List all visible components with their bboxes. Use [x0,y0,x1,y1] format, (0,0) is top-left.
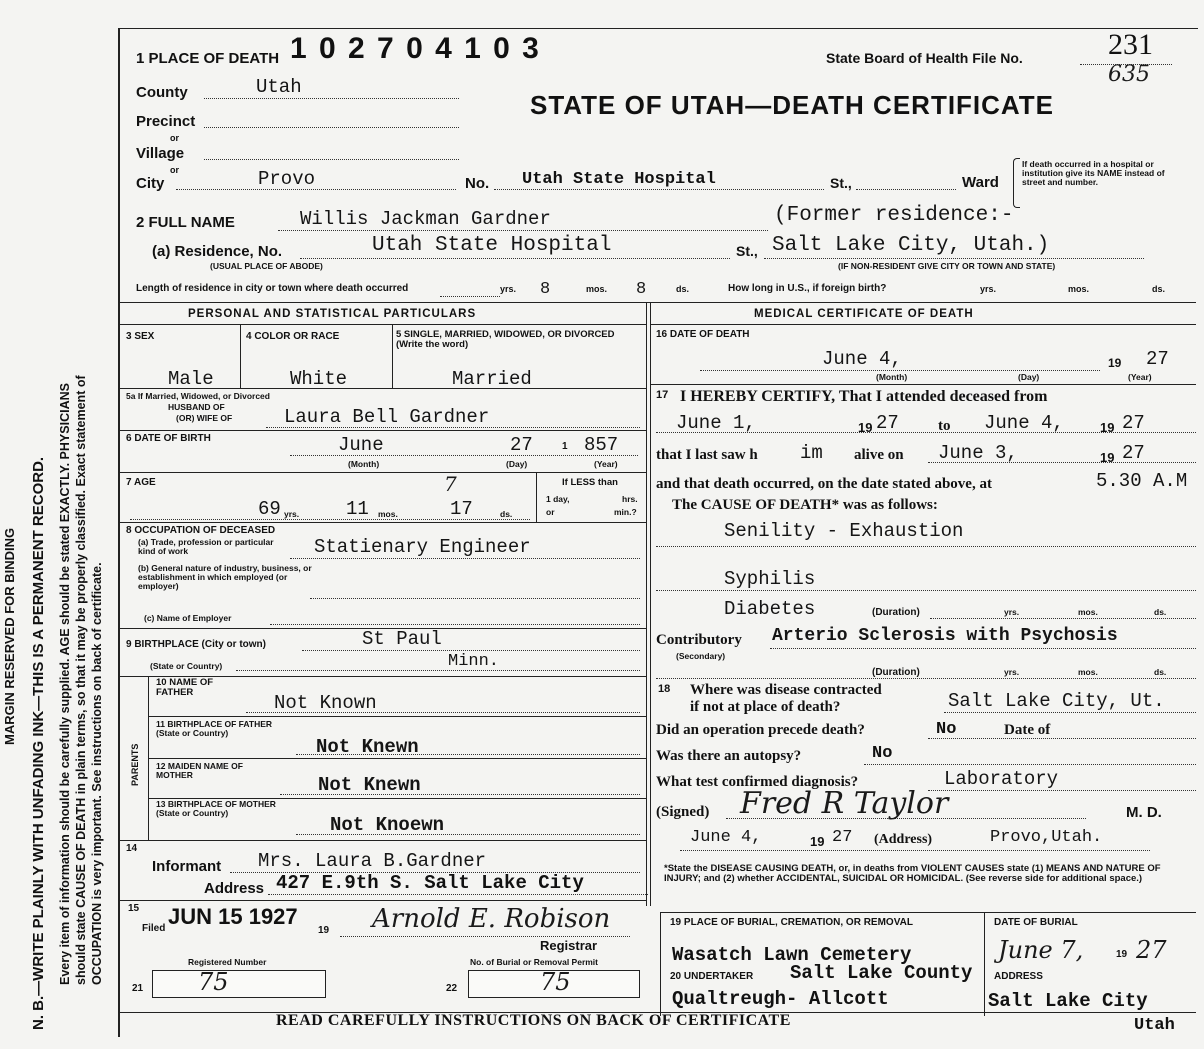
cause-yrs-label: yrs. [1004,607,1020,617]
file-no: 231 [1108,28,1153,61]
cause-3: Diabetes [724,598,816,620]
former-residence: (Former residence:- [774,204,1014,227]
personal-header: PERSONAL AND STATISTICAL PARTICULARS [188,308,477,320]
informant-value: Mrs. Laura B.Gardner [258,850,487,872]
father-label: 10 NAME OF FATHER [156,677,214,698]
last-saw-text: that I last saw h [656,447,758,463]
color-label: 4 COLOR OR RACE [246,331,340,342]
attended-to-19: 19 [1100,420,1115,435]
sign-address-label: (Address) [874,832,933,847]
test-value: Laboratory [944,768,1059,790]
marital-label: 5 SINGLE, MARRIED, WIDOWED, OR DIVORCED (Write the word) [396,329,615,350]
st-label: St., [830,175,852,191]
secondary-label: (Secondary) [676,651,726,661]
employer-label: (c) Name of Employer [144,613,232,623]
contributory-value: Arterio Sclerosis with Psychosis [772,626,1118,646]
margin-instructions-2: should state CAUSE OF DEATH in plain terms, so that it may be properly classified. Exact statement of [74,375,88,985]
md-label: M. D. [1126,804,1162,821]
cause-1: Senility - Exhaustion [724,520,964,542]
last-saw-date: June 3, [938,442,1018,464]
spouse-label-1: 5a If Married, Widowed, or Divorced [126,391,270,401]
certificate-title: STATE OF UTAH—DEATH CERTIFICATE [530,90,1054,120]
dob-year: 857 [584,434,619,456]
occurred-text: and that death occurred, on the date stated above, at [656,476,992,492]
length-ds-label: ds. [676,284,690,294]
residence-city: Salt Lake City, Utah.) [772,234,1050,257]
less-min-label: min.? [614,507,637,517]
county-value: Utah [256,76,302,98]
informant-label: Informant [152,858,222,875]
burial-permit-label: No. of Burial or Removal Permit [470,957,598,967]
full-name-value: Willis Jackman Gardner [300,208,551,230]
death-day-sub: (Day) [1018,372,1040,382]
margin-instructions-3: OCCUPATION is very important. See instructions on back of certificate. [90,562,104,985]
undertaker-address-label: ADDRESS [994,971,1043,982]
dob-day-sub: (Day) [506,459,528,469]
last-saw-alive-text: alive on [854,447,904,463]
city-label: City [136,175,165,192]
attended-from-year: 27 [876,412,899,434]
certify-no: 17 [656,389,669,401]
burial-date-label: DATE OF BURIAL [994,917,1078,928]
dob-label: 6 DATE OF BIRTH [126,433,211,444]
occupation-value: Statienary Engineer [314,536,531,558]
burial-place-county: Salt Lake County [790,962,973,984]
sign-date: June 4, [690,828,762,847]
contributory-yrs-label: yrs. [1004,667,1020,677]
occupation-b-label: (b) General nature of industry, business, or establishment in which employed (or employer) [138,563,312,591]
age-months: 11 [346,498,369,520]
undertaker-address: Salt Lake City [988,990,1148,1012]
father-birthplace-label: 11 BIRTHPLACE OF FATHER (State or Country) [156,719,273,738]
filed-19: 19 [318,925,330,936]
undertaker-value: Qualtreugh- Allcott [672,988,889,1010]
operation-value: No [936,720,957,739]
margin-binding: MARGIN RESERVED FOR BINDING [2,527,17,745]
last-saw-year: 27 [1122,442,1145,464]
last-saw-19: 19 [1100,450,1115,465]
filed-stamp: JUN 15 1927 [168,904,298,929]
registrar-label: Registrar [540,938,598,953]
length-yrs-label: yrs. [500,284,517,294]
sign-19: 19 [810,834,825,849]
residence-value: Utah State Hospital [372,234,612,257]
autopsy-value: No [872,744,893,763]
hospital-value: Utah State Hospital [522,170,716,189]
burial-19: 19 [1116,949,1128,960]
or-label-1: or [170,133,179,143]
signed-label: (Signed) [656,804,710,820]
box21-value: 75 [198,968,229,996]
filed-no: 15 [128,903,140,914]
attended-from-19: 19 [858,420,873,435]
hospital-note-brace [1013,158,1020,208]
county-label: County [136,84,188,101]
cause-text: The CAUSE OF DEATH* was as follows: [672,497,938,513]
informant-no: 14 [126,843,138,854]
box21-no: 21 [132,983,144,994]
date-of-death-year: 27 [1146,348,1169,370]
q18-text: Where was disease contracted [690,682,882,698]
attended-to-year: 27 [1122,412,1145,434]
date-of-death-label: 16 DATE OF DEATH [656,329,750,340]
registered-number-label: Registered Number [188,957,267,967]
color-value: White [290,368,348,390]
city-value: Provo [258,168,316,190]
dob-month: June [338,434,384,456]
father-birthplace-value: Not Knewn [316,736,419,758]
us-yrs-label: yrs. [980,284,997,294]
length-mos-value: 8 [636,280,647,299]
less-day-label: 1 day, [546,494,570,504]
contributory-duration-label: (Duration) [872,667,920,678]
residence-label: (a) Residence, No. [152,243,283,260]
file-no-handwritten: 635 [1108,62,1150,87]
residence-st-label: St., [736,243,758,259]
box21 [152,970,326,998]
less-or-label: or [546,507,555,517]
village-label: Village [136,145,185,162]
death-month-sub: (Month) [876,372,908,382]
registrar-signature: Arnold E. Robison [372,904,611,934]
undertaker-state: Utah [1134,1016,1175,1035]
date-of-death-month: June 4, [822,348,902,370]
age-ds-label: ds. [500,509,513,519]
sex-label: 3 SEX [126,331,155,342]
contributory-ds-label: ds. [1154,667,1167,677]
sex-value: Male [168,368,214,390]
box22-value: 75 [540,968,571,996]
us-mos-label: mos. [1068,284,1090,294]
medical-header: MEDICAL CERTIFICATE OF DEATH [754,308,974,320]
cause-duration-label: (Duration) [872,607,920,618]
birthplace-label: 9 BIRTHPLACE (City or town) [126,639,266,650]
attended-to-date: June 4, [984,412,1064,434]
burial-year: 27 [1136,936,1167,964]
age-label: 7 AGE [126,477,156,488]
spouse-label-3: (OR) WIFE OF [176,413,233,423]
q18-text-2: if not at place of death? [690,699,841,715]
file-no-label: State Board of Health File No. [826,50,1023,66]
footnote: *State the DISEASE CAUSING DEATH, or, in deaths from VIOLENT CAUSES state (1) MEANS AND NATURE OF INJURY; and (2) whether ACCIDENTAL, SUICIDAL OR HOMICIDAL. (See reverse side for additional space.) [664,863,1161,884]
footer-instructions: READ CAREFULLY INSTRUCTIONS ON BACK OF CERTIFICATE [276,1012,791,1029]
length-mos-label: mos. [586,284,608,294]
undertaker-label: 20 UNDERTAKER [670,971,754,982]
burial-place-label: 19 PLACE OF BURIAL, CREMATION, OR REMOVAL [670,917,913,928]
age-handwritten: 7 [444,472,457,496]
parents-label: PARENTS [130,743,140,786]
precinct-label: Precinct [136,113,196,130]
no-label: No. [465,175,490,192]
age-days: 17 [450,498,473,520]
test-label: What test confirmed diagnosis? [656,774,859,790]
margin-instructions-1: Every item of information should be carefully supplied. AGE should be stated EXACTLY. PHYSICIANS [58,383,72,985]
birthplace-state: Minn. [448,652,500,671]
contributory-label: Contributory [656,632,742,648]
length-yrs-value: 8 [540,280,551,299]
certify-text: I HEREBY CERTIFY, That I attended deceased from [680,388,1048,405]
dob-year-prefix: 1 [562,441,568,452]
length-residence-label: Length of residence in city or town where death occurred [136,283,409,294]
cause-mos-label: mos. [1078,607,1098,617]
us-length-label: How long in U.S., if foreign birth? [728,283,887,294]
nonresident-note: (IF NON-RESIDENT GIVE CITY OR TOWN AND STATE) [838,261,1056,271]
date-of-label: Date of [1004,722,1051,738]
attended-to-label: to [938,418,951,434]
date-of-death-19: 19 [1108,356,1122,370]
age-yrs-label: yrs. [284,509,300,519]
or-label-2: or [170,165,179,175]
attended-from-date: June 1, [676,412,756,434]
autopsy-label: Was there an autopsy? [656,748,802,764]
box22-no: 22 [446,983,458,994]
sign-year: 27 [832,828,853,847]
margin-notice: N. B.—WRITE PLAINLY WITH UNFADING INK—THIS IS A PERMANENT RECORD. [30,456,47,1030]
dob-day: 27 [510,434,533,456]
place-of-death-label: 1 PLACE OF DEATH [136,50,280,67]
dob-year-sub: (Year) [594,459,618,469]
full-name-label: 2 FULL NAME [136,214,235,231]
informant-address: 427 E.9th S. Salt Lake City [276,872,584,894]
q18-no: 18 [658,683,671,695]
last-saw-him: im [800,442,823,464]
informant-address-label: Address [204,880,265,897]
dob-month-sub: (Month) [348,459,380,469]
father-value: Not Known [274,692,377,714]
burial-date: June 7, [998,936,1084,964]
less-than-label: If LESS than [562,477,618,488]
ward-label: Ward [962,174,999,191]
death-time: 5.30 A.M [1096,470,1188,492]
hospital-note: If death occurred in a hospital or institution give its NAME instead of street and number. [1022,159,1165,187]
mother-birthplace-value: Not Knoewn [330,814,445,836]
q18-value: Salt Lake City, Ut. [948,690,1165,712]
cause-2: Syphilis [724,568,816,590]
age-years: 69 [258,498,281,520]
burial-place-value: Wasatch Lawn Cemetery [672,944,912,966]
occupation-label: 8 OCCUPATION OF DECEASED [126,525,276,536]
age-mos-label: mos. [378,509,398,519]
birthplace-state-label: (State or Country) [150,661,223,671]
contributory-mos-label: mos. [1078,667,1098,677]
less-hrs-label: hrs. [622,494,638,504]
us-ds-label: ds. [1152,284,1166,294]
birthplace-city: St Paul [362,628,442,650]
mother-birthplace-label: 13 BIRTHPLACE OF MOTHER (State or Country) [156,799,276,818]
death-year-sub: (Year) [1128,372,1152,382]
spouse-label-2: HUSBAND OF [168,402,225,412]
spouse-value: Laura Bell Gardner [284,406,490,428]
mother-label: 12 MAIDEN NAME OF MOTHER [156,761,243,780]
marital-value: Married [452,368,532,390]
filed-label: Filed [142,923,166,934]
operation-label: Did an operation precede death? [656,722,865,738]
cause-ds-label: ds. [1154,607,1167,617]
mother-value: Not Knewn [318,774,421,796]
sign-address: Provo,Utah. [990,828,1103,847]
occupation-a-label: (a) Trade, profession or particular kind of work [138,537,274,556]
stamp-number: 1 0 2 7 0 4 1 0 3 [290,32,541,65]
physician-signature: Fred R Taylor [740,786,949,821]
residence-sublabel: (USUAL PLACE OF ABODE) [210,261,323,271]
